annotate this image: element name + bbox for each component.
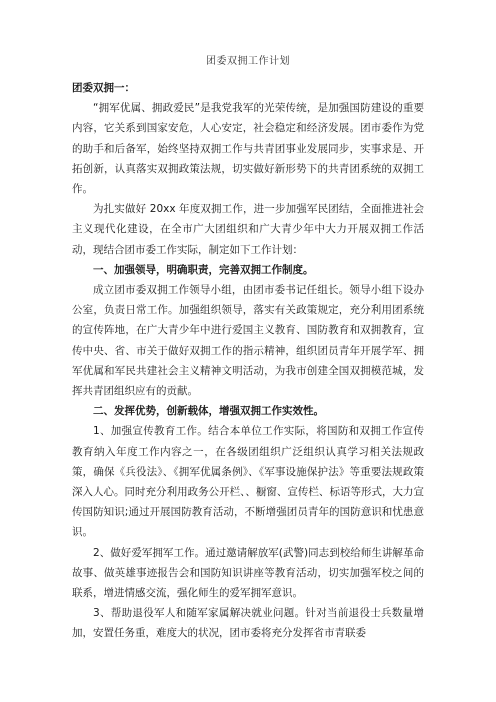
paragraph-item-1: 1、加强宣传教育工作。结合本单位工作实际，将国防和双拥工作宣传教育纳入年度工作内容之一，在各级团组织广泛组织认真学习相关法规政策，确保《兵役法》、《拥军优属条例》、《军事设施保护法》等重要法规政策深入人心。同时充分利用政务公开栏、、橱窗、宣传栏、标语等形式，大力宣传国防知识;通过开展国防教育活动，不断增强团员青年的国防意识和忧患意识。 <box>72 425 424 539</box>
subheading-2: 二、发挥优势，创新载体，增强双拥工作实效性。 <box>93 405 324 418</box>
paragraph-item-2: 2、做好爱军拥军工作。通过邀请解放军(武警)同志到校给师生讲解革命故事、做英雄事迹报告会和国防知识讲座等教育活动，切实加强军校之间的联系，增进情感交流，强化师生的爱军拥军意识。 <box>72 546 424 600</box>
section-heading: 团委双拥一： <box>72 82 135 94</box>
document-title: 团委双拥工作计划 <box>206 56 290 67</box>
paragraph-intro: “拥军优属、拥政爱民”是我党我军的光荣传统，是加强国防建设的重要内容，它关系到国家安危，人心安定，社会稳定和经济发展。团市委作为党的助手和后备军，始终坚持双拥工作与共青团事业发展同步，实事求是、开拓创新，认真落实双拥政策法规，切实做好新形势下的共青团系统的双拥工作。 <box>72 102 424 196</box>
paragraph-item-3: 3、帮助退役军人和随军家属解决就业问题。针对当前退役士兵数量增加，安置任务重，难度大的状况，团市委将充分发挥省市青联委 <box>72 607 424 640</box>
paragraph-leadership: 成立团市委双拥工作领导小组，由团市委书记任组长。领导小组下设办公室，负责日常工作。加强组织领导，落实有关政策规定，充分利用团系统的宣传阵地，在广大青少年中进行爱国主义教育、国防教育和双拥教育，宣传中央、省、市关于做好双拥工作的指示精神，组织团员青年开展学军、拥军优属和军民共建社会主义精神文明活动，为我市创建全国双拥模范城，发挥共青团组织应有的贡献。 <box>72 284 424 398</box>
subheading-1: 一、加强领导，明确职责，完善双拥工作制度。 <box>93 263 314 276</box>
document-body <box>72 78 424 644</box>
paragraph-plan: 为扎实做好 20xx 年度双拥工作，进一步加强军民团结，全面推进社会主义现代化建设，在全市广大团组织和广大青少年中大力开展双拥工作活动，现结合团市委工作实际，制定如下工作计划： <box>72 203 424 256</box>
